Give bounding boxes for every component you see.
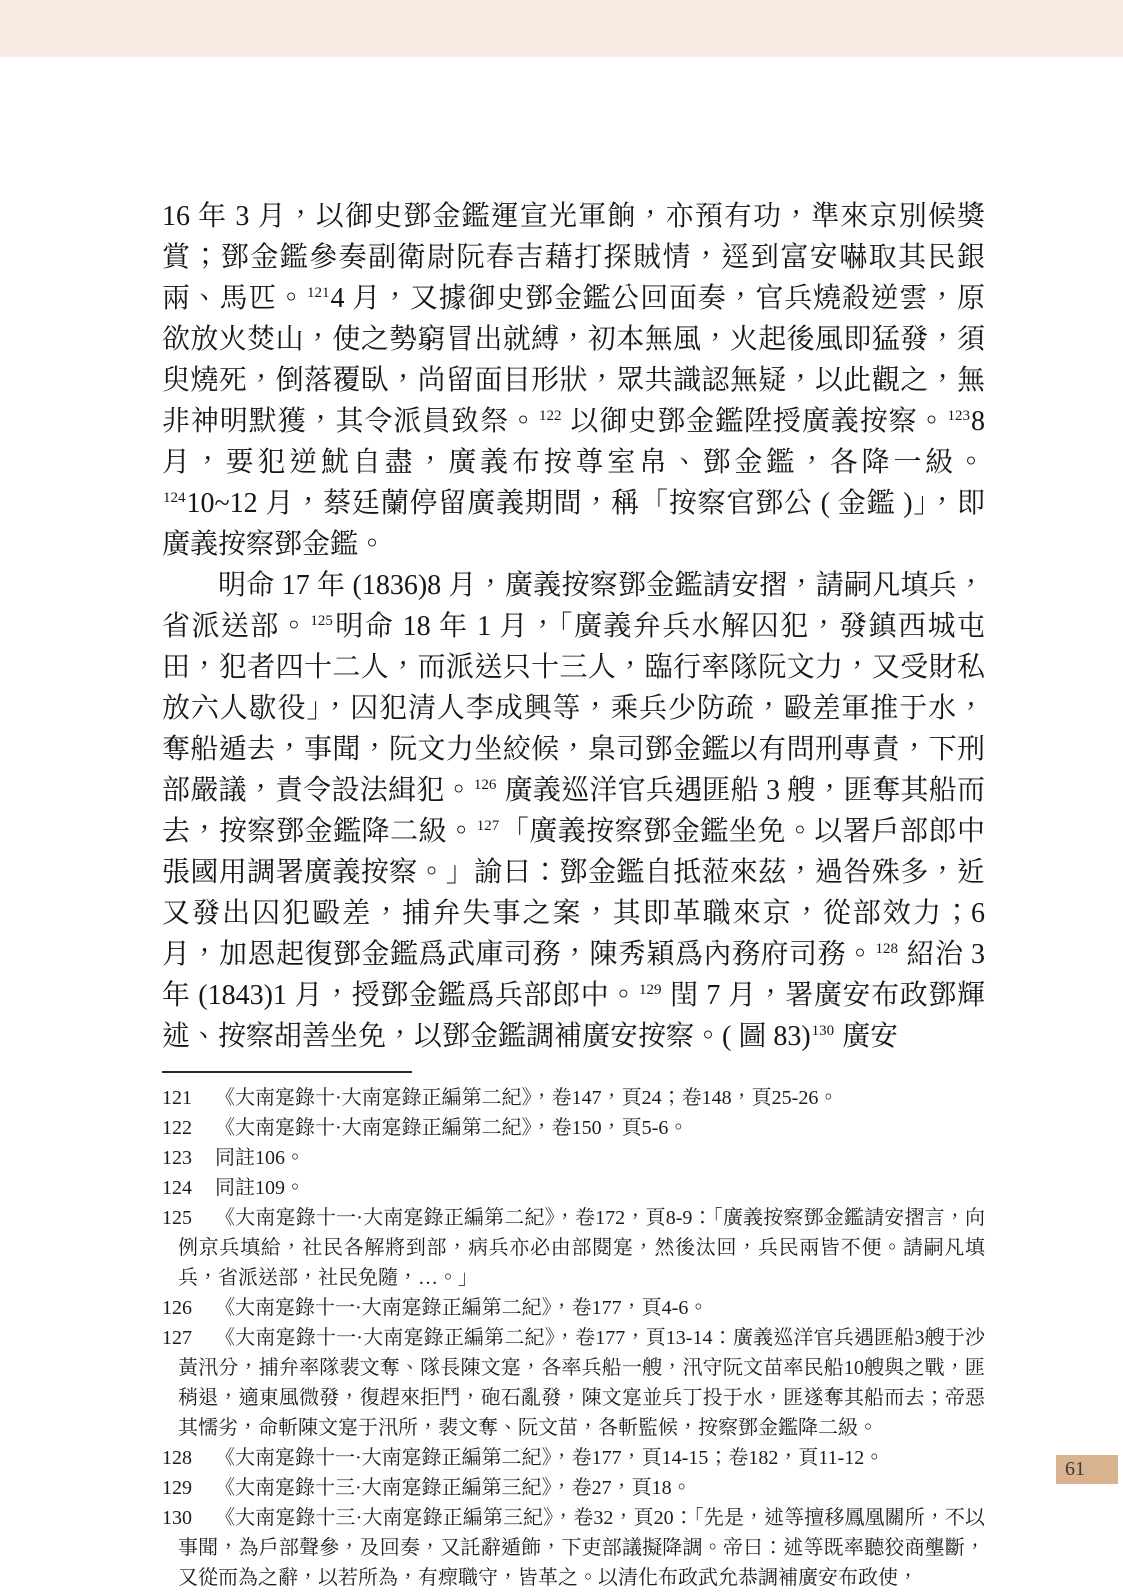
footnote-number: 128 — [162, 1447, 192, 1469]
footnote-number: 130 — [162, 1507, 192, 1529]
footnote-number: 125 — [162, 1207, 192, 1229]
footnote-123 — [162, 1143, 985, 1173]
footnote-text: 《大南寔錄十·大南寔錄正編第二紀》，卷147，頁24；卷148，頁25-26。 — [215, 1087, 839, 1109]
footnote-125 — [162, 1203, 985, 1293]
footnote-text: 《大南寔錄十三·大南寔錄正編第三紀》，卷32，頁20：「先是，述等擅移鳳凰關所，不以事聞，為户部聲參，及回奏，又託辭遁飾，下吏部議擬降調。帝曰：述等既率聽狡商壟斷，又從而為之辭，以若所為，有瘝職守，皆革之。以清化布政武允恭調補廣安布政使， — [178, 1507, 985, 1589]
page-top-band — [0, 0, 1123, 57]
footnote-129 — [162, 1473, 985, 1503]
footnote-ref-123: 123 — [947, 407, 970, 424]
body-text — [162, 196, 985, 1057]
footnote-128 — [162, 1443, 985, 1473]
footnote-ref-124: 124 — [163, 489, 186, 506]
footnote-text: 同註106。 — [215, 1147, 305, 1169]
footnote-ref-130: 130 — [811, 1022, 835, 1039]
body-text-run: 10~12 月，蔡廷蘭停留廣義期間，稱「按察官鄧公 ( 金鑑 )」，即廣義按察鄧金鑑。 — [162, 488, 985, 560]
body-text-run: 紹治 3 年 (1843)1 月，授鄧金鑑爲兵部郎中。 — [162, 939, 985, 1011]
body-text-run: 8 月，要犯逆魷自盡，廣義布按尊室帛、鄧金鑑，各降一級。 — [162, 406, 985, 478]
body-text-run: 以御史鄧金鑑陞授廣義按察。 — [562, 406, 947, 437]
footnote-121 — [162, 1083, 985, 1113]
footnote-number: 123 — [162, 1147, 192, 1169]
footnote-number: 127 — [162, 1327, 192, 1349]
footnote-ref-126: 126 — [473, 776, 497, 793]
body-text-run: 明命 17 年 (1836)8 月，廣義按察鄧金鑑請安摺，請嗣凡填兵，省派送部。 — [162, 570, 985, 642]
footnote-number: 122 — [162, 1117, 192, 1139]
body-paragraph-1 — [162, 196, 985, 565]
footnote-number: 126 — [162, 1297, 192, 1319]
footnote-number: 129 — [162, 1477, 192, 1499]
footnote-126 — [162, 1293, 985, 1323]
page-content — [162, 196, 985, 1593]
footnote-text: 《大南寔錄十·大南寔錄正編第二紀》，卷150，頁5-6。 — [215, 1117, 689, 1139]
footnote-text: 《大南寔錄十三·大南寔錄正編第三紀》，卷27，頁18。 — [215, 1477, 692, 1499]
body-text-run: 廣義巡洋官兵遇匪船 3 艘，匪奪其船而去，按察鄧金鑑降二級。 — [162, 775, 985, 847]
page-number-badge — [1056, 1455, 1118, 1484]
body-text-run: 「廣義按察鄧金鑑坐免。以署戶部郎中張國用調署廣義按察。」諭曰：鄧金鑑自抵蒞來茲，過咎殊多，近又發出囚犯毆差，捕弁失事之案，其即革職來京，從部效力；6 月，加恩起復鄧金鑑爲武庫司務，陳秀穎爲內務府司務。 — [162, 816, 985, 970]
body-text-run: 廣安 — [835, 1021, 899, 1052]
footnote-ref-121: 121 — [306, 284, 330, 301]
footnote-ref-128: 128 — [875, 940, 898, 957]
footnote-text: 《大南寔錄十一·大南寔錄正編第二紀》，卷177，頁4-6。 — [215, 1297, 709, 1319]
footnote-ref-125: 125 — [310, 612, 333, 629]
footnote-130 — [162, 1503, 985, 1593]
page-number: 61 — [1065, 1458, 1085, 1480]
footnote-ref-129: 129 — [639, 981, 662, 998]
footnote-124 — [162, 1173, 985, 1203]
footnote-number: 124 — [162, 1177, 192, 1199]
footnote-separator — [162, 1071, 412, 1073]
footnote-text: 同註109。 — [215, 1177, 305, 1199]
body-text-run: 4 月，又據御史鄧金鑑公回面奏，官兵燒殺逆雲，原欲放火焚山，使之勢窮冒出就縛，初本無風，火起後風即猛發，須臾燒死，倒落覆臥，尚留面目形狀，眾共識認無疑，以此觀之，無非神明默獲，其令派員致祭。 — [162, 283, 985, 437]
footnote-127 — [162, 1323, 985, 1443]
body-text-run: 閏 7 月，署廣安布政鄧輝述、按察胡善坐免，以鄧金鑑調補廣安按察。( 圖 83) — [162, 980, 985, 1052]
footnote-text: 《大南寔錄十一·大南寔錄正編第二紀》，卷172，頁8-9：「廣義按察鄧金鑑請安摺言，向例京兵填給，社民各解將到部，病兵亦必由部閱寔，然後汰回，兵民兩皆不便。請嗣凡填兵，省派送部，社民免隨，…。」 — [178, 1207, 985, 1289]
footnote-text: 《大南寔錄十一·大南寔錄正編第二紀》，卷177，頁13-14：廣義巡洋官兵遇匪船3艘于沙黃汛分，捕弁率隊裴文奪、隊長陳文寔，各率兵船一艘，汛守阮文苗率民船10艘與之戰，匪稍退，適東風微發，復趕來拒鬥，砲石亂發，陳文寔並兵丁投于水，匪遂奪其船而去；帝惡其懦劣，命斬陳文寔于汛所，裴文奪、阮文苗，各斬監候，按察鄧金鑑降二級。 — [178, 1327, 985, 1439]
footnote-ref-122: 122 — [539, 407, 562, 424]
footnote-text: 《大南寔錄十一·大南寔錄正編第二紀》，卷177，頁14-15；卷182，頁11-12。 — [215, 1447, 885, 1469]
footnote-number: 121 — [162, 1087, 192, 1109]
body-paragraph-2 — [162, 565, 985, 1057]
footnote-ref-127: 127 — [476, 817, 500, 834]
footnote-122 — [162, 1113, 985, 1143]
footnote-list — [162, 1083, 985, 1593]
body-text-run: 明命 18 年 1 月，「廣義弁兵水解囚犯，發鎮西城屯田，犯者四十二人，而派送只十三人，臨行率隊阮文力，又受財私放六人歇役」，囚犯清人李成興等，乘兵少防疏，毆差軍推于水，奪船遁去，事聞，阮文力坐絞候，臬司鄧金鑑以有問刑專責，下刑部嚴議，責令設法緝犯。 — [162, 611, 985, 806]
body-text-run: 16 年 3 月，以御史鄧金鑑運宣光軍餉，亦預有功，準來京別候獎賞；鄧金鑑參奏副衛尉阮春吉藉打探賊情，逕到富安嚇取其民銀兩、馬匹。 — [162, 201, 985, 314]
